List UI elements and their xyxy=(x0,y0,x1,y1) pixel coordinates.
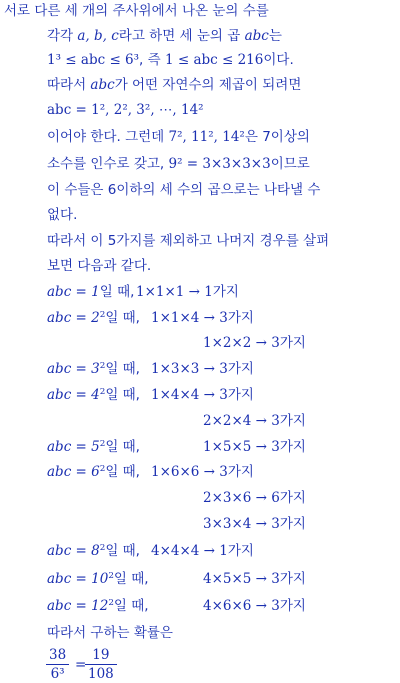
case-row: 1×2×2 → 3가지 xyxy=(203,335,306,351)
case-label: abc = $4^2$일 때, xyxy=(47,387,140,403)
case-row: 1×4×4 → 3가지 xyxy=(151,387,254,403)
case-label: abc = $3^2$일 때, xyxy=(47,361,140,377)
intro-line-10: 따라서 이 5가지를 제외하고 나머지 경우를 살펴 xyxy=(47,233,330,249)
case-label: abc = $5^2$일 때, xyxy=(47,439,140,455)
squares-expression: abc = 1², 2², 3², ⋯, 14² xyxy=(47,102,204,118)
case-label: abc = $8^2$일 때, xyxy=(47,543,140,559)
conclusion-text: 따라서 구하는 확률은 xyxy=(47,625,173,641)
intro-line-8: 이 수들은 6이하의 세 수의 곱으로는 나타낼 수 xyxy=(47,182,321,198)
intro-line-9: 없다. xyxy=(47,207,78,223)
case-row: 3×3×4 → 3가지 xyxy=(203,516,306,532)
range-expression-2: 1 ≤ abc ≤ 216 xyxy=(164,52,264,68)
product-abc: abc xyxy=(244,28,269,44)
case-row: 2×3×6 → 6가지 xyxy=(203,490,306,506)
range-expression: 1³ ≤ abc ≤ 6³ xyxy=(47,52,140,68)
case-label: abc = $2^2$일 때, xyxy=(47,310,140,326)
case-row: 1×1×4 → 3가지 xyxy=(151,310,254,326)
case-row: 1×5×5 → 3가지 xyxy=(203,439,306,455)
nine-squared-expression: 9² = 3×3×3×3 xyxy=(168,156,271,172)
intro-line-3: 1³ ≤ abc ≤ 6³, 즉 1 ≤ abc ≤ 216이다. xyxy=(47,52,294,68)
case-row: 4×4×4 → 1가지 xyxy=(151,543,254,559)
case-row: 4×6×6 → 3가지 xyxy=(203,598,306,614)
case-row: 1×3×3 → 3가지 xyxy=(151,361,254,377)
equals-sign: = xyxy=(75,657,87,673)
case-label: abc = $12^2$일 때, xyxy=(47,598,149,614)
intro-line-1: 서로 다른 세 개의 주사위에서 나온 눈의 수를 xyxy=(4,3,269,19)
primes-expression: 7², 11², 14² xyxy=(168,129,245,145)
case-label: abc = $10^2$일 때, xyxy=(47,571,149,587)
fraction-19-over-108: $\frac{19}{108}$ xyxy=(85,646,117,683)
fraction-38-over-6-cubed: $\frac{38}{\text{6³}}$ xyxy=(46,646,69,683)
intro-line-2: 각각 a, b, c라고 하면 세 눈의 곱 abc는 xyxy=(47,28,282,44)
variables-abc: a, b, c xyxy=(77,28,119,44)
case-row: 1×6×6 → 3가지 xyxy=(151,464,254,480)
intro-line-4: 따라서 abc가 어떤 자연수의 제곱이 되려면 xyxy=(47,77,302,93)
case-label: abc = 1일 때, xyxy=(47,284,135,300)
case-row: 1×1×1 → 1가지 xyxy=(136,284,239,300)
case-row: 2×2×4 → 3가지 xyxy=(203,413,306,429)
case-row: 4×5×5 → 3가지 xyxy=(203,571,306,587)
intro-line-11: 보면 다음과 같다. xyxy=(47,258,152,274)
case-label: abc = $6^2$일 때, xyxy=(47,464,140,480)
intro-line-6: 이어야 한다. 그런데 7², 11², 14²은 7이상의 xyxy=(47,129,310,145)
intro-line-7: 소수를 인수로 갖고, 9² = 3×3×3×3이므로 xyxy=(47,156,310,172)
